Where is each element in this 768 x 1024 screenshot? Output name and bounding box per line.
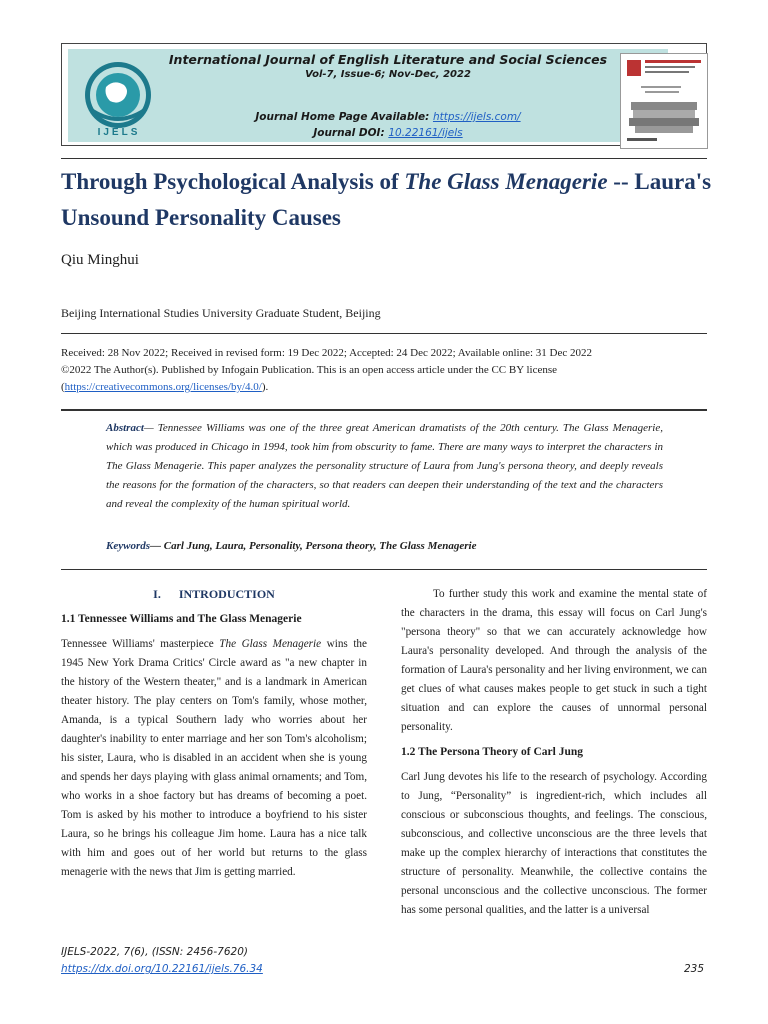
page-number: 235 — [684, 963, 705, 975]
journal-volume: Vol-7, Issue-6; Nov-Dec, 2022 — [305, 69, 471, 80]
abstract — [106, 419, 663, 514]
divider — [61, 569, 707, 570]
paragraph-intro — [61, 635, 367, 882]
subsection-heading-1-1: 1.1 Tennessee Williams and The Glass Menagerie — [61, 613, 302, 625]
subsection-heading-1-2: 1.2 The Persona Theory of Carl Jung — [401, 746, 583, 758]
abstract-label: Abstract — [106, 422, 144, 434]
keywords — [106, 540, 476, 552]
title-italic: The Glass Menagerie — [404, 169, 608, 194]
author-affiliation: Beijing International Studies University Graduate Student, Beijing — [61, 306, 381, 320]
journal-doi-line — [168, 127, 608, 139]
section-heading-introduction: I. INTRODUCTION — [153, 587, 275, 601]
title-part-2: -- Laura's Unsound Personality Causes — [61, 169, 712, 230]
journal-header-banner — [61, 43, 707, 146]
title-part-1: Through Psychological Analysis of — [61, 169, 405, 194]
paragraph-jung: Carl Jung devotes his life to the research of psychology. According to Jung, “Personality” is ingredient-rich, which includes all conscious or subconscious thoughts, and feelings. The conscious, subconscious, and collective unconscious are the three levels that make up the complex hierarchy of interactions that constitutes the structure of personality. Meanwhile, the collective contains the personal unconscious and the collective unconscious. The former has some personal qualities, and the latter is a universal — [401, 771, 707, 916]
home-label: Journal Home Page Available: — [255, 111, 433, 123]
left-column — [61, 585, 367, 882]
ijels-logo-icon — [80, 59, 156, 135]
license-link[interactable]: https://creativecommons.org/licenses/by/4.0/ — [64, 381, 262, 393]
footer-citation: IJELS-2022, 7(6), (ISSN: 2456-7620) — [61, 946, 248, 958]
para1-start: Tennessee Williams' masterpiece — [61, 638, 220, 650]
para1-italic: The Glass Menagerie — [219, 638, 322, 650]
footer-doi-link[interactable]: https://dx.doi.org/10.22161/ijels.76.34 — [61, 963, 263, 975]
keywords-label: Keywords — [106, 540, 150, 552]
paren-open: ( — [61, 381, 65, 393]
paren-close: ). — [261, 381, 269, 393]
journal-home-line — [168, 111, 608, 123]
article-dates-license — [61, 345, 711, 396]
para1-rest: wins the 1945 New York Drama Critics' Circle award as "a new chapter in the history of the Western theater," and is a landmark in American theater history. The play centers on Tom's family, whose mother, Amanda, is a typical Southern lady who worries about her daughter's inability to enter marriage and her son Tom's alcoholism; his sister, Laura, who is disabled in an accident when she is young and spends her days playing with glass animal ornaments; and Tom, who works in a shoe factory but has dreams of becoming a poet. Tom is asked by his mother to introduce a boyfriend to his sister Laura, so he brings his colleague Jim home. Laura has a nice talk with him and goes out of her world but returns to the glass menagerie with the news that Jim is getting married. — [61, 638, 367, 878]
article-title — [61, 164, 721, 236]
author-name: Qiu Minghui — [61, 252, 139, 268]
banner-background — [68, 49, 668, 142]
paragraph-persona-focus: To further study this work and examine the mental state of the characters in the drama, this essay will focus on Carl Jung's "persona theory" so that we can accurately acknowledge how Laura's personality developed. And through the analysis of the formation of Laura's personality and her living environment, we can get clues of what causes makes people to get stuck in such a tight situation and can explore the causes of unnormal personal personality. — [401, 588, 707, 733]
right-column — [401, 585, 707, 920]
divider — [61, 333, 707, 334]
divider — [61, 409, 707, 411]
doi-link[interactable]: 10.22161/ijels — [388, 127, 463, 139]
license-url-line — [61, 379, 711, 396]
abstract-text: — Tennessee Williams was one of the three great American dramatists of the 20th century. The Glass Menagerie, which was produced in Chicago in 1994, took him from obscurity to fame. There are many ways to interpret the characters in The Glass Menagerie. This paper analyzes the personality structure of Laura from Jung's persona theory, and deeply reveals the reasons for the formation of the characters, so that readers can deepen their understanding of the text and the characters and reveal the complexity of the human spiritual world. — [106, 422, 663, 510]
divider — [61, 158, 707, 159]
keywords-text: — Carl Jung, Laura, Personality, Persona theory, The Glass Menagerie — [150, 540, 477, 552]
journal-title: International Journal of English Literature and Social Sciences — [168, 52, 608, 67]
license-line: ©2022 The Author(s). Published by Infogain Publication. This is an open access article under the CC BY license — [61, 364, 558, 376]
home-link[interactable]: https://ijels.com/ — [432, 111, 521, 123]
logo-text: IJELS — [97, 127, 141, 138]
dates-line: Received: 28 Nov 2022; Received in revised form: 19 Dec 2022; Accepted: 24 Dec 2022; Available online: 31 Dec 2022 — [61, 347, 593, 359]
doi-label: Journal DOI: — [313, 127, 389, 139]
journal-cover-image — [620, 53, 708, 149]
